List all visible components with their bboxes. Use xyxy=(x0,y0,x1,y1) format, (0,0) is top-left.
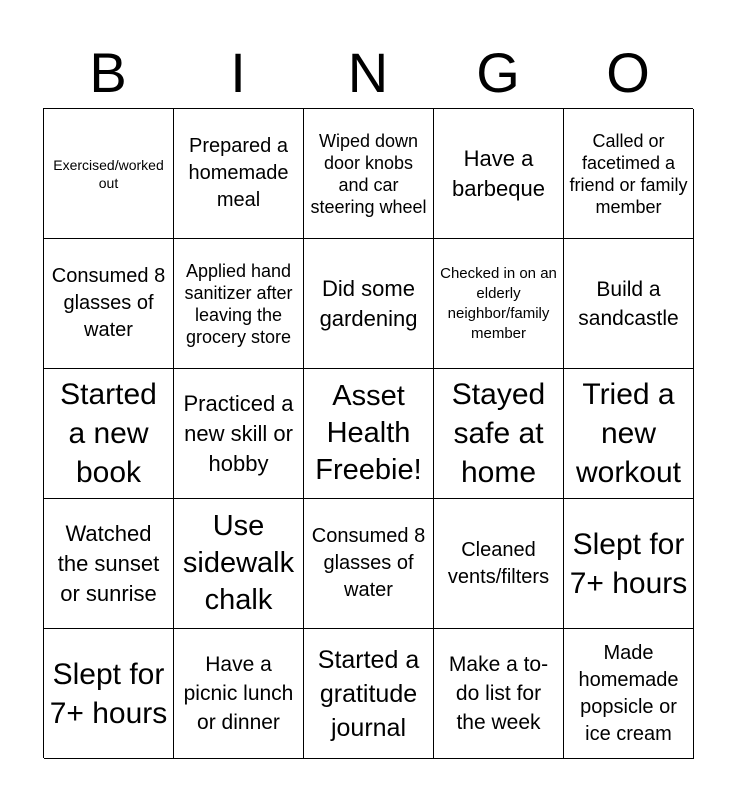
bingo-cell[interactable] xyxy=(564,239,694,369)
cell-text: Watched the sunset or sunrise xyxy=(57,520,160,606)
header-letter-n: N xyxy=(347,41,389,104)
header-letter-b: B xyxy=(89,41,127,104)
bingo-cell[interactable] xyxy=(434,629,564,759)
bingo-cell[interactable] xyxy=(434,499,564,629)
bingo-cell[interactable] xyxy=(44,109,174,239)
cell-text: Cleaned vents/filters xyxy=(447,538,550,588)
bingo-cell[interactable] xyxy=(304,109,434,239)
bingo-cell[interactable] xyxy=(174,629,304,759)
cell-text: Called or facetimed a friend or family member xyxy=(569,130,688,217)
cell-text: Slept for 7+ hours xyxy=(569,527,688,600)
bingo-cell[interactable] xyxy=(44,629,174,759)
bingo-cell free-space[interactable] xyxy=(304,369,434,499)
cell-text: Prepared a homemade meal xyxy=(188,135,289,211)
cell-text: Consumed 8 glasses of water xyxy=(51,265,166,341)
cell-text: Made homemade popsicle or ice cream xyxy=(578,641,679,745)
bingo-cell[interactable] xyxy=(564,109,694,239)
cell-text: Slept for 7+ hours xyxy=(49,657,168,730)
cell-text: Exercised/worked out xyxy=(53,156,164,191)
bingo-cell[interactable] xyxy=(434,369,564,499)
cell-text: Wiped down door knobs and car steering wheel xyxy=(310,130,427,217)
cell-text: Checked in on an elderly neighbor/family member xyxy=(440,264,557,342)
bingo-cell[interactable] xyxy=(564,499,694,629)
cell-text: Applied hand sanitizer after leaving the grocery store xyxy=(184,260,293,347)
bingo-cell[interactable] xyxy=(434,109,564,239)
bingo-cell[interactable] xyxy=(44,239,174,369)
cell-text: Did some gardening xyxy=(319,275,418,331)
bingo-cell[interactable] xyxy=(304,239,434,369)
header-letter-g: G xyxy=(476,41,520,104)
cell-text: Make a to-do list for the week xyxy=(448,653,549,734)
bingo-cell[interactable] xyxy=(174,109,304,239)
bingo-cell[interactable] xyxy=(174,499,304,629)
cell-text: Stayed safe at home xyxy=(451,378,546,489)
cell-text: Consumed 8 glasses of water xyxy=(311,525,426,601)
bingo-header xyxy=(0,38,736,108)
bingo-cell[interactable] xyxy=(434,239,564,369)
cell-text: Tried a new workout xyxy=(575,378,682,489)
cell-text: Have a picnic lunch or dinner xyxy=(183,653,294,734)
bingo-cell[interactable] xyxy=(564,369,694,499)
cell-text: Started a gratitude journal xyxy=(317,645,420,742)
bingo-cell[interactable] xyxy=(174,369,304,499)
bingo-cell[interactable] xyxy=(304,499,434,629)
cell-text: Have a barbeque xyxy=(452,145,545,201)
bingo-cell[interactable] xyxy=(174,239,304,369)
header-letter-i: I xyxy=(230,41,246,104)
bingo-board xyxy=(43,108,693,758)
header-letter-o: O xyxy=(606,41,650,104)
bingo-cell[interactable] xyxy=(564,629,694,759)
cell-text: Use sidewalk chalk xyxy=(182,510,295,616)
cell-text: Asset Health Freebie! xyxy=(315,380,422,486)
bingo-cell[interactable] xyxy=(44,499,174,629)
bingo-cell[interactable] xyxy=(44,369,174,499)
bingo-cell[interactable] xyxy=(304,629,434,759)
cell-text: Practiced a new skill or hobby xyxy=(183,390,294,476)
cell-text: Build a sandcastle xyxy=(578,277,679,330)
cell-text: Started a new book xyxy=(60,378,157,489)
